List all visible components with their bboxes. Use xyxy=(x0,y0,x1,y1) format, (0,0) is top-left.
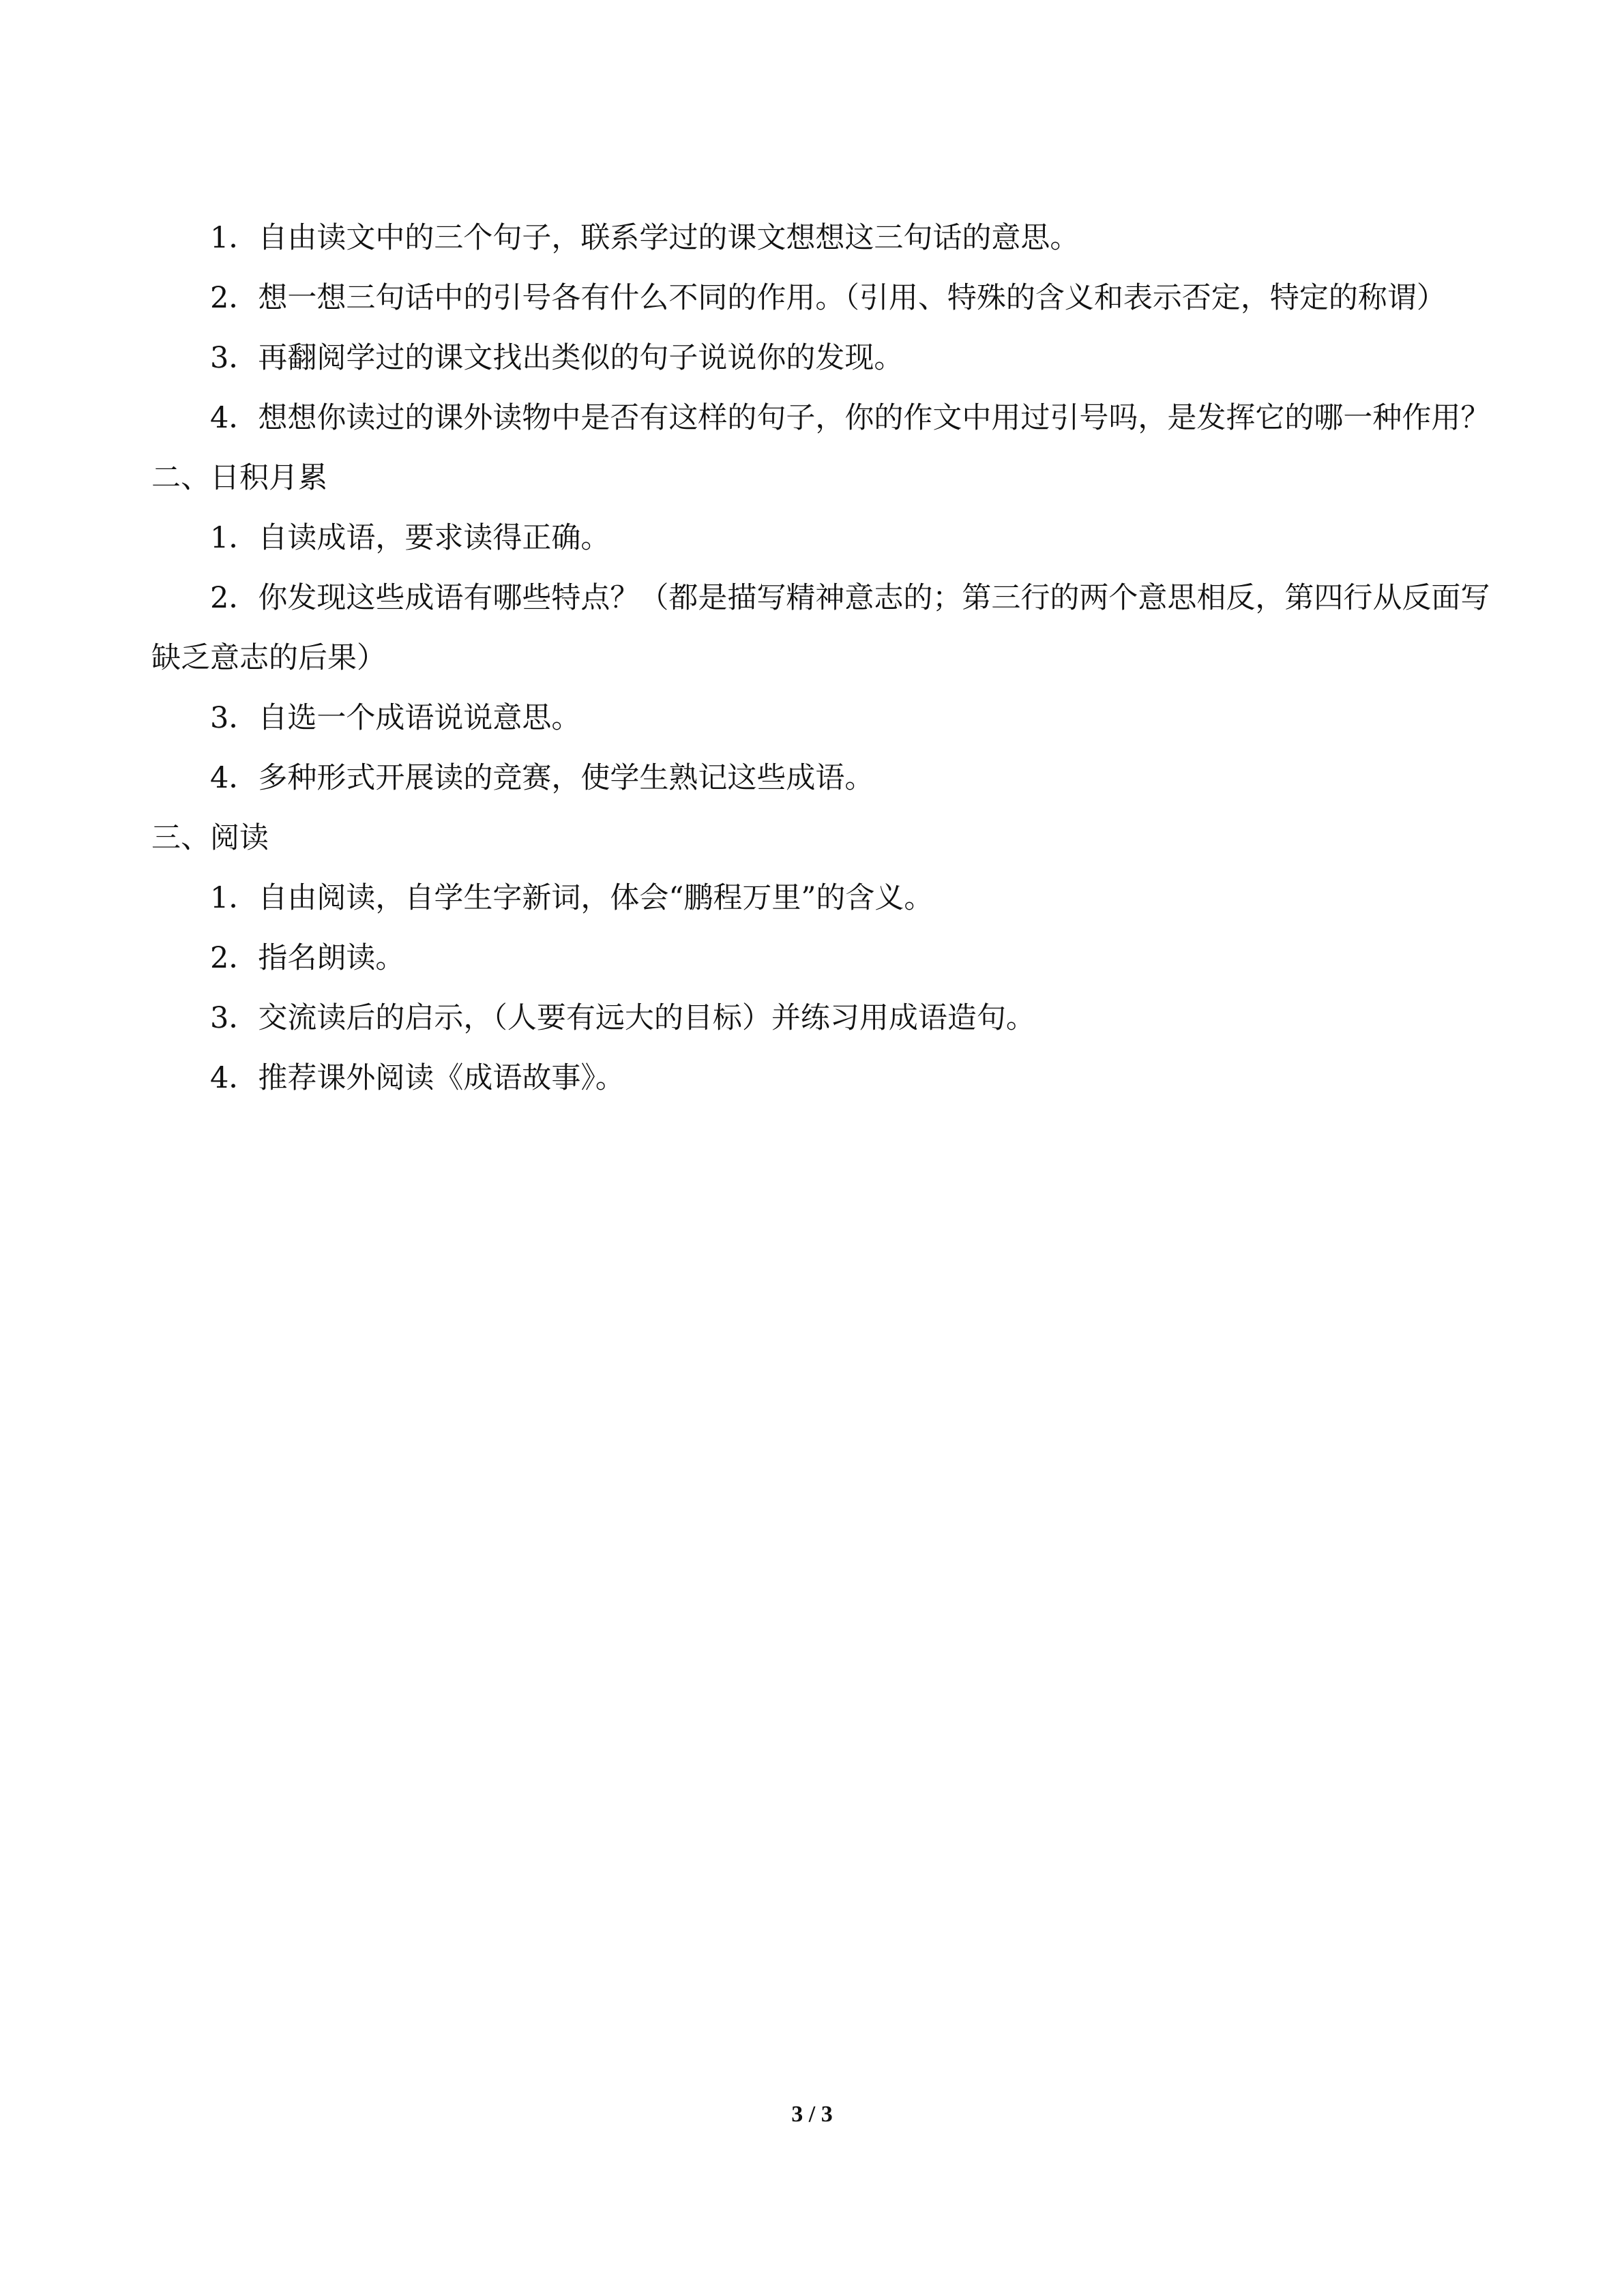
list-item: 3．自选一个成语说说意思。 xyxy=(210,701,581,735)
list-item: 4．想想你读过的课外读物中是否有这样的句子，你的作文中用过引号吗，是发挥它的哪一种作用？ xyxy=(210,401,1490,435)
list-item: 3．交流读后的启示，（人要有远大的目标）并练习用成语造句。 xyxy=(210,1001,1035,1035)
list-item: 3．再翻阅学过的课文找出类似的句子说说你的发现。 xyxy=(210,341,904,375)
section-heading-reading: 三、阅读 xyxy=(151,821,269,855)
list-item: 1．自由读文中的三个句子，联系学过的课文想想这三句话的意思。 xyxy=(210,221,1080,255)
section-heading-daily-accumulation: 二、日积月累 xyxy=(151,461,327,495)
list-item: 2．你发现这些成语有哪些特点？（都是描写精神意志的；第三行的两个意思相反，第四行从反面写缺乏意志的后果） xyxy=(151,581,1490,675)
document-body xyxy=(151,208,1492,1108)
list-item: 4．多种形式开展读的竞赛，使学生熟记这些成语。 xyxy=(210,761,874,795)
list-item: 1．自由阅读，自学生字新词，体会“鹏程万里”的含义。 xyxy=(210,881,934,915)
list-item: 2．想一想三句话中的引号各有什么不同的作用。（引用、特殊的含义和表示否定，特定的称谓） xyxy=(210,281,1446,315)
list-item: 4．推荐课外阅读《成语故事》。 xyxy=(210,1061,625,1095)
page-number: 3 / 3 xyxy=(791,2102,833,2127)
list-item: 2．指名朗读。 xyxy=(210,941,405,975)
list-item: 1．自读成语，要求读得正确。 xyxy=(210,521,610,555)
